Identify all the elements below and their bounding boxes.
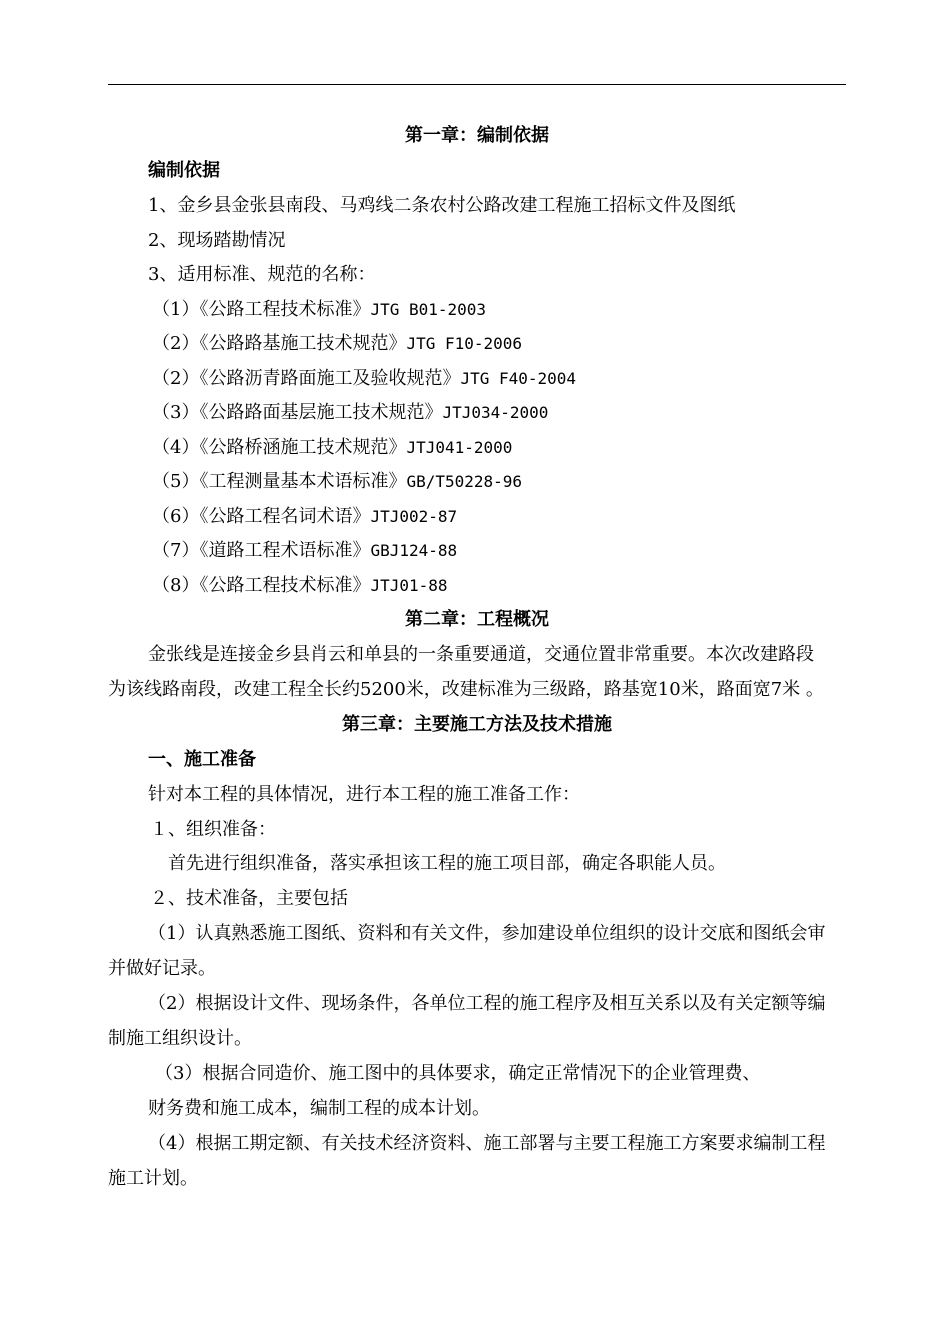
org-prep-title: １、组织准备： xyxy=(150,819,276,840)
standard-code: JTG B01-2003 xyxy=(370,300,487,319)
tech-item-line-2: 财务费和施工成本，编制工程的成本计划。 xyxy=(148,1098,490,1119)
section-heading: 一、施工准备 xyxy=(148,749,256,770)
standard-name: （4）《公路桥涵施工技术规范》 xyxy=(152,437,407,458)
chapter3-title: 第三章：主要施工方法及技术措施 xyxy=(342,714,612,735)
tech-prep-title: ２、技术准备，主要包括 xyxy=(150,888,348,909)
standard-name: （6）《公路工程名词术语》 xyxy=(152,506,371,527)
standard-item xyxy=(152,471,522,493)
section-intro: 针对本工程的具体情况，进行本工程的施工准备工作： xyxy=(148,784,580,805)
standard-name: （7）《道路工程术语标准》 xyxy=(152,540,371,561)
standard-name: （2）《公路沥青路面施工及验收规范》 xyxy=(152,368,461,389)
standard-code: JTJ01-88 xyxy=(370,576,448,595)
standard-name: （5）《工程测量基本术语标准》 xyxy=(152,471,407,492)
chapter2-paragraph-line-1: 金张线是连接金乡县肖云和单县的一条重要通道，交通位置非常重要。本次改建路段 xyxy=(148,644,814,665)
standard-code: JTJ041-2000 xyxy=(406,438,513,457)
tech-item-line-2: 施工计划。 xyxy=(108,1168,198,1189)
standard-item xyxy=(152,368,576,390)
basis-item-1: 1、金乡县金张县南段、马鸡线二条农村公路改建工程施工招标文件及图纸 xyxy=(148,195,736,216)
standard-item xyxy=(152,437,512,459)
standard-code: JTG F10-2006 xyxy=(406,334,523,353)
standard-name: （2）《公路路基施工技术规范》 xyxy=(152,333,407,354)
standard-name: （1）《公路工程技术标准》 xyxy=(152,299,371,320)
standard-item xyxy=(152,299,486,321)
standard-item xyxy=(152,333,522,355)
standard-item xyxy=(152,506,457,528)
basis-item-3: 3、适用标准、规范的名称： xyxy=(148,264,376,285)
standard-item xyxy=(152,402,548,424)
standard-name: （8）《公路工程技术标准》 xyxy=(152,575,371,596)
org-prep-text: 首先进行组织准备，落实承担该工程的施工项目部，确定各职能人员。 xyxy=(168,853,726,874)
standard-item xyxy=(152,540,457,562)
chapter1-heading: 编制依据 xyxy=(148,160,220,181)
standard-code: GBJ124-88 xyxy=(370,541,458,560)
basis-item-2: 2、现场踏勘情况 xyxy=(148,230,286,251)
chapter2-title: 第二章：工程概况 xyxy=(405,609,549,630)
standard-item xyxy=(152,575,448,597)
standard-code: JTG F40-2004 xyxy=(460,369,577,388)
chapter2-paragraph-line-2: 为该线路南段，改建工程全长约5200米，改建标准为三级路，路基宽10米，路面宽7米 。 xyxy=(108,679,824,700)
tech-item-line-1: （4）根据工期定额、有关技术经济资料、施工部署与主要工程施工方案要求编制工程 xyxy=(148,1133,826,1154)
tech-item-line-1: （2）根据设计文件、现场条件，各单位工程的施工程序及相互关系以及有关定额等编 xyxy=(148,993,826,1014)
standard-code: JTJ002-87 xyxy=(370,507,458,526)
standard-code: GB/T50228-96 xyxy=(406,472,523,491)
tech-item-line-2: 并做好记录。 xyxy=(108,958,216,979)
standard-name: （3）《公路路面基层施工技术规范》 xyxy=(152,402,443,423)
tech-item-line-1: （1）认真熟悉施工图纸、资料和有关文件，参加建设单位组织的设计交底和图纸会审 xyxy=(148,923,826,944)
chapter1-title: 第一章：编制依据 xyxy=(405,125,549,146)
standard-code: JTJ034-2000 xyxy=(442,403,549,422)
header-rule xyxy=(108,84,846,85)
tech-item-line-1: （3）根据合同造价、施工图中的具体要求，确定正常情况下的企业管理费、 xyxy=(155,1063,761,1084)
tech-item-line-2: 制施工组织设计。 xyxy=(108,1028,252,1049)
